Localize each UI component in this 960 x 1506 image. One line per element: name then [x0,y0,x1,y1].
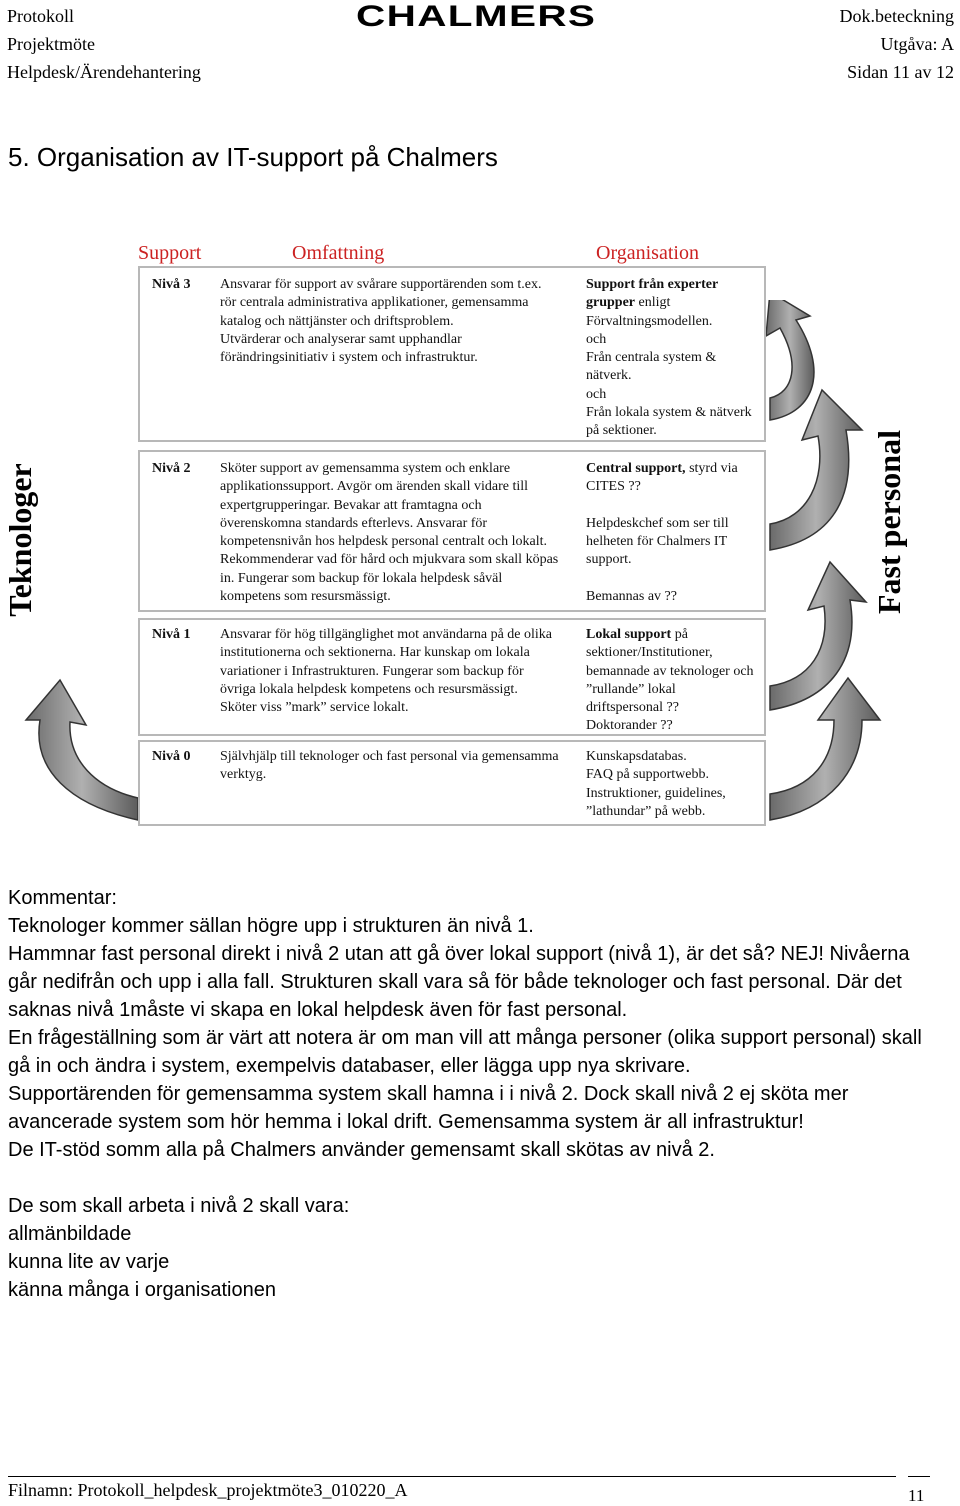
header-edition: Utgåva: A [880,34,954,54]
org-detail: på sektioner/Institutioner, bemannade av teknologer och ”rullande” lokal driftspersonal ?? Doktorander ?? [586,627,754,734]
level-organisation [586,276,756,441]
level-scope: Sköter support av gemensamma system och enklare applikationssupport. Avgör om ärenden skall vidare till expertgrupperingar. Bevakar att framtagna och överenskomna standards efterlevs. Ansvarar för kompetensnivån hos helpdesk personal centralt och lokalt. Rekommenderar vad för hård och mjukvara som skall köpas in. Fungerar som backup för lokala helpdesk såväl kompetens som resursmässigt. [220,461,559,605]
list-item: kunna lite av varje [8,1251,170,1273]
org-highlight: Support från experter grupper [586,277,718,311]
header-meeting: Projektmöte [7,34,95,54]
comment-paragraph: De IT-stöd somm alla på Chalmers använder gemensamt skall skötas av nivå 2. [8,1139,715,1161]
org-detail: Kunskapsdatabas. FAQ på supportwebb. Instruktioner, guidelines, ”lathundar” på webb. [586,749,726,819]
level-organisation [586,460,756,606]
header-left [7,2,201,86]
header-subject: Helpdesk/Ärendehantering [7,62,201,82]
level-scope: Självhjälp till teknologer och fast personal via gemensamma verktyg. [220,749,559,783]
comment-paragraph: Supportärenden för gemensamma system skall hamna i i nivå 2. Dock skall nivå 2 ej sköta mer avancerade system som hör hemma i lokal drift. Gemensamma system är all infrastruktur! [8,1083,849,1133]
level-scope: Ansvarar för support av svårare supportärenden som t.ex. rör centrala administrativa applikationer, gemensamma katalog och nättjänster och driftsproblem. Utvärderar och analyserar samt upphandlar förändringsinitiativ i system och infrastruktur. [220,277,542,366]
col-header-omfattning: Omfattning [292,242,385,264]
org-highlight: Central support, [586,461,686,476]
level-scope: Ansvarar för hög tillgänglighet mot användarna på de olika institutionerna och sektionerna. Har kunskap om lokala variationer i Infrastrukturen. Fungerar som backup för övriga lokala helpdesk kompetens och resursmässigt. Sköter viss ”mark” service lokalt. [220,627,553,716]
header-doc-type: Protokoll [7,6,75,26]
spacer [8,1164,938,1192]
side-label-fast-personal: Fast personal [871,430,907,614]
org-highlight: Lokal support [586,627,672,642]
comment-paragraph: Teknologer kommer sällan högre upp i strukturen än nivå 1. [8,915,534,937]
chalmers-logo: CHALMERS [356,0,597,33]
header-right [840,2,954,86]
side-label-teknologer: Teknologer [2,463,38,617]
right-arrow-nivå3-icon [766,300,814,420]
comment-label: Kommentar: [8,887,117,909]
list-item: känna många i organisationen [8,1279,276,1301]
footer-rule-page [908,1476,930,1477]
comment-paragraph: Hammnar fast personal direkt i nivå 2 utan att gå över lokal support (nivå 1), är det så? NEJ! Nivåerna går nedifrån och upp i alla fall. Strukturen skall vara så för både teknologer och fast personal. Där det saknas nivå 1måste vi skapa en lokal helpdesk även för fast personal. [8,943,910,1021]
level-organisation [586,748,756,821]
footer-filename: Filnamn: Protokoll_helpdesk_projektmöte3_010220_A [8,1480,408,1500]
list-intro: De som skall arbeta i nivå 2 skall vara: [8,1195,350,1217]
list-item: allmänbildade [8,1223,132,1245]
footer-rule [8,1476,896,1477]
left-curve-arrow-icon [26,680,138,820]
col-header-support: Support [138,242,202,264]
header-doc-id: Dok.beteckning [839,6,954,26]
comment-section [8,884,938,1304]
col-header-organisation: Organisation [596,242,699,264]
org-detail: styrd via CITES ?? Helpdeskchef som ser till helheten för Chalmers IT support. Bemannas av ?? [586,461,738,605]
footer-page-number: 11 [908,1486,925,1505]
comment-paragraph: En frågeställning som är värt att notera är om man vill att många personer (olika support personal) skall gå in och ändra i system, exempelvis databaser, eller lägga upp nya skrivare. [8,1027,922,1077]
level-label: Nivå 2 [152,461,191,476]
level-label: Nivå 3 [152,277,191,292]
level-label: Nivå 0 [152,749,191,764]
level-label: Nivå 1 [152,627,191,642]
section-title: 5. Organisation av IT-support på Chalmers [8,142,498,172]
org-detail: enligt Förvaltningsmodellen. och Från centrala system & nätverk. och Från lokala system & nätverk på sektioner. [586,295,752,439]
level-organisation [586,626,756,736]
header-page-count: Sidan 11 av 12 [847,62,954,82]
